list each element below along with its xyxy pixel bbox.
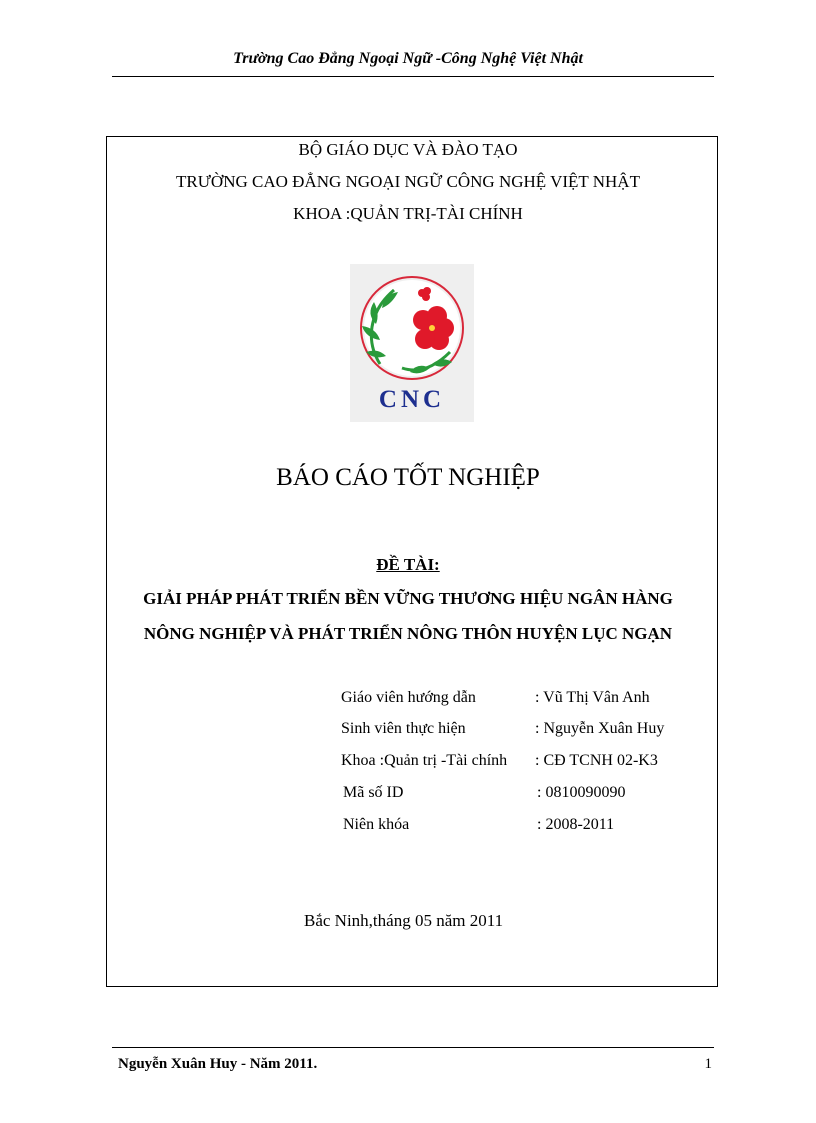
info-id-label: Mã số ID	[343, 784, 404, 801]
logo-emblem-icon	[350, 264, 474, 388]
header-rule	[112, 76, 714, 77]
report-title: BÁO CÁO TỐT NGHIỆP	[276, 464, 540, 491]
info-faculty-label: Khoa :Quản trị -Tài chính	[341, 752, 508, 769]
ministry-name: BỘ GIÁO DỤC VÀ ĐÀO TẠO	[298, 140, 518, 159]
topic-line-2: NÔNG NGHIỆP VÀ PHÁT TRIỂN NÔNG THÔN HUYỆN LỤC NGẠN	[143, 624, 673, 643]
info-student-value: : Nguyễn Xuân Huy	[535, 720, 665, 737]
page-number: 1	[704, 1056, 712, 1072]
faculty-name: KHOA :QUẢN TRỊ-TÀI CHÍNH	[293, 204, 523, 223]
page-header: Trường Cao Đẳng Ngoại Ngữ -Công Nghệ Việt Nhật	[233, 50, 583, 67]
place-date: Bắc Ninh,tháng 05 năm 2011	[304, 911, 504, 930]
info-supervisor-value: : Vũ Thị Vân Anh	[535, 689, 650, 706]
footer-rule	[112, 1047, 714, 1048]
info-id-value: : 0810090090	[537, 784, 626, 801]
school-logo	[350, 264, 474, 422]
school-name: TRƯỜNG CAO ĐẲNG NGOẠI NGỮ CÔNG NGHỆ VIỆT NHẬT	[176, 172, 640, 191]
info-student-label: Sinh viên thực hiện	[341, 720, 466, 737]
logo-text: CNC	[378, 386, 446, 413]
info-year-label: Niên khóa	[343, 816, 410, 833]
info-supervisor-label: Giáo viên hướng dẫn	[341, 689, 476, 706]
topic-label: ĐỀ TÀI:	[376, 555, 440, 574]
footer-author: Nguyễn Xuân Huy - Năm 2011.	[118, 1056, 318, 1072]
info-faculty-value: : CĐ TCNH 02-K3	[535, 752, 658, 769]
topic-line-1: GIẢI PHÁP PHÁT TRIỂN BỀN VỮNG THƯƠNG HIỆU NGÂN HÀNG	[143, 589, 673, 608]
info-year-value: : 2008-2011	[537, 816, 615, 833]
